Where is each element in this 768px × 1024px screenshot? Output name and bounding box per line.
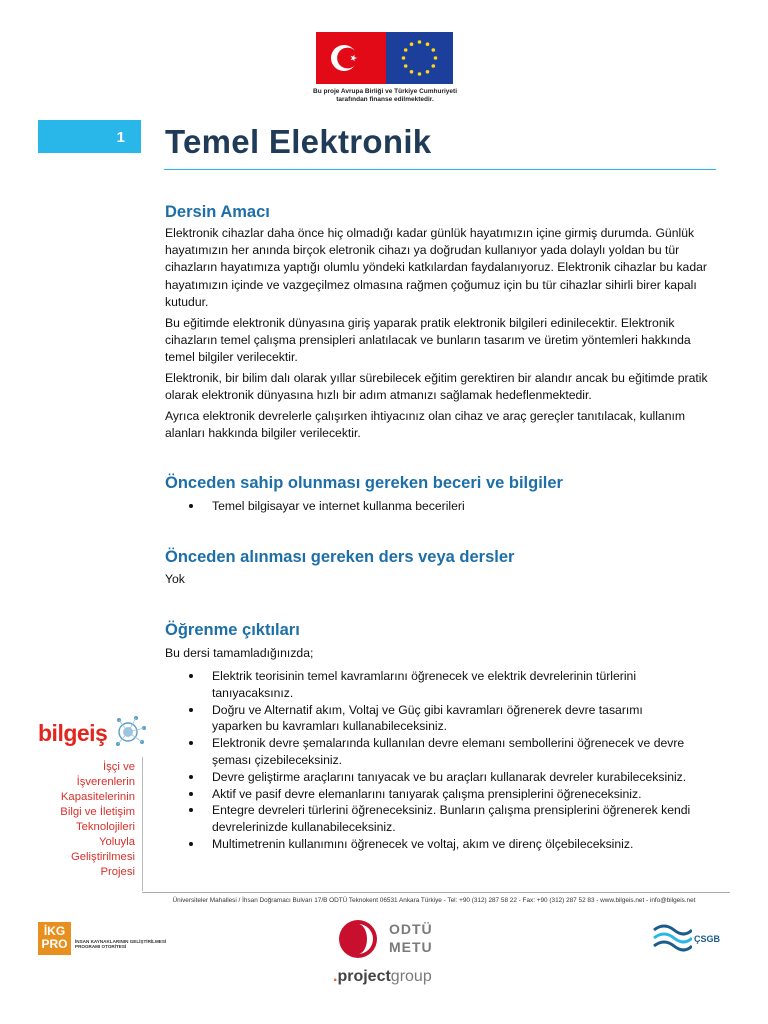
sidebar-divider — [142, 757, 143, 891]
list-item: Elektrik teorisinin temel kavramlarını öğrenecek ve elektrik devrelerinin türlerini tanıyacaksınız. — [165, 668, 695, 702]
chapter-number: 1 — [116, 129, 125, 146]
list-item: Devre geliştirme araçlarını tanıyacak ve bu araçları kullanarak devreler kurabileceksiniz. — [165, 769, 695, 786]
project-name-line: Bilgi ve İletişim — [60, 806, 135, 818]
projectgroup-bold: project — [337, 968, 391, 985]
projectgroup-dot: . — [333, 968, 338, 985]
section-heading-prereq-skills: Önceden sahip olunması gereken beceri ve bilgiler — [165, 474, 563, 492]
project-name-line: Teknolojileri — [75, 821, 135, 833]
flags-graphic — [316, 32, 453, 84]
amac-paragraph-1: Elektronik cihazlar daha önce hiç olmadığı kadar günlük hayatımızın içine girmiş durumda. Günlük hayatımızın her anında birçok eletronik cihazı ya doğrudan kullanıyor yada dolaylı yoldan bu tür cihazların hayatımıza yaptığı olumlu yöndeki katkılardan faydalanıyoruz. Elektronik cihazlar bu kadar hayatımızın içinde ve vazgeçilmez olmasına rağmen çoğumuz için bu tür cihazlar sihirli birer kapalı kutudur. — [165, 226, 707, 309]
projectgroup-light: group — [390, 968, 432, 985]
funding-note-line2: tarafından finanse edilmektedir. — [336, 96, 434, 103]
footer-divider — [142, 892, 730, 893]
section-heading-amac: Dersin Amacı — [165, 203, 270, 221]
project-name-line: İşçi ve — [102, 761, 135, 773]
outcomes-list — [165, 668, 695, 853]
list-item: Temel bilgisayar ve internet kullanma becerileri — [165, 498, 695, 515]
project-name-line: Kapasitelerinin — [60, 791, 135, 803]
page-title: Temel Elektronik — [165, 123, 432, 160]
list-item: Elektronik devre şemalarında kullanılan devre elemanı sembollerini öğrenecek ve devre şeması çizebileceksiniz. — [165, 735, 695, 769]
project-name-line: Geliştirilmesi — [70, 851, 135, 863]
funding-note — [300, 88, 470, 104]
ikg-pro-caption: İNSAN KAYNAKLARININ GELİŞTİRİLMESİ PROGRAMI OTORİTESİ — [75, 939, 167, 950]
footer-address: Üniversiteler Mahallesi / İhsan Doğramacı Bulvarı 17/B ODTÜ Teknokent 06531 Ankara Türkiye - Tel: +90 (312) 287 58 22 - Fax: +90 (312) 287 52 83 - www.bilgeis.net - info@bilgeis.net — [172, 897, 696, 904]
section-heading-outcomes: Öğrenme çıktıları — [165, 621, 300, 639]
list-item: Entegre devreleri türlerini öğreneceksiniz. Bunların çalışma prensiplerini öğrenerek kendi devrelerinizde kullanabileceksiniz. — [165, 802, 695, 836]
outcomes-intro: Bu dersi tamamladığınızda; — [165, 646, 314, 660]
projectgroup-logo — [333, 968, 432, 986]
csgb-wordmark: ÇSGB — [694, 934, 721, 944]
title-divider — [164, 169, 716, 170]
ikg-pro-line1: İKG — [43, 924, 66, 938]
network-globe-icon — [114, 714, 148, 750]
funding-note-line1: Bu proje Avrupa Birliği ve Türkiye Cumhuriyeti — [313, 88, 457, 95]
prereq-courses-text: Yok — [165, 572, 185, 586]
list-item: Multimetrenin kullanımını öğrenecek ve voltaj, akım ve direnç ölçebileceksiniz. — [165, 836, 695, 853]
bilgeis-wordmark: bilgeiş — [38, 720, 108, 746]
amac-paragraph-2: Bu eğitimde elektronik dünyasına giriş yaparak pratik elektronik bilgileri edinilecektir. Elektronik cihazların temel çalışma prensipleri anlatılacak ve bunların tasarım ve üretim yöntemleri hakkında temel bilgiler verilecektir. — [165, 316, 691, 365]
amac-paragraph-4: Ayrıca elektronik devrelerle çalışırken ihtiyacınız olan cihaz ve araç gereçler tanıtılacak, kullanım alanları hakkında bilgiler verilecektir. — [165, 409, 686, 441]
ikg-pro-badge — [38, 922, 71, 955]
metu-line1: ODTÜ — [389, 921, 433, 937]
csgb-logo — [652, 918, 732, 960]
metu-line2: METU — [389, 939, 433, 955]
amac-paragraph-3: Elektronik, bir bilim dalı olarak yıllar sürebilecek eğitim gerektiren bir alandır ancak bu eğitimde pratik olarak elektronik dünyasına hızlı bir adım atmanızı sağlamak hedeflenmektedir. — [165, 371, 708, 403]
project-name-text — [52, 760, 135, 880]
ikg-pro-line2: PRO — [41, 937, 68, 951]
chapter-number-box — [38, 120, 141, 153]
list-item: Aktif ve pasif devre elemanlarını tanıyarak çalışma prensiplerini öğreneceksiniz. — [165, 786, 695, 803]
bilgeis-logo — [38, 714, 148, 758]
list-item: Doğru ve Alternatif akım, Voltaj ve Güç gibi kavramları öğrenerek devre tasarımı yaparken bu kavramları kullanabileceksiniz. — [165, 702, 695, 736]
project-name-line: Projesi — [100, 866, 135, 878]
metu-emblem-icon — [336, 918, 382, 960]
project-name-line: İşverenlerin — [76, 776, 135, 788]
prereq-skills-list — [165, 498, 695, 515]
odtu-metu-logo — [336, 918, 446, 962]
csgb-emblem-icon — [652, 922, 692, 952]
project-name-line: Yoluyla — [98, 836, 135, 848]
section-heading-prereq-courses: Önceden alınması gereken ders veya dersler — [165, 548, 515, 566]
tr-eu-flags — [316, 32, 453, 84]
